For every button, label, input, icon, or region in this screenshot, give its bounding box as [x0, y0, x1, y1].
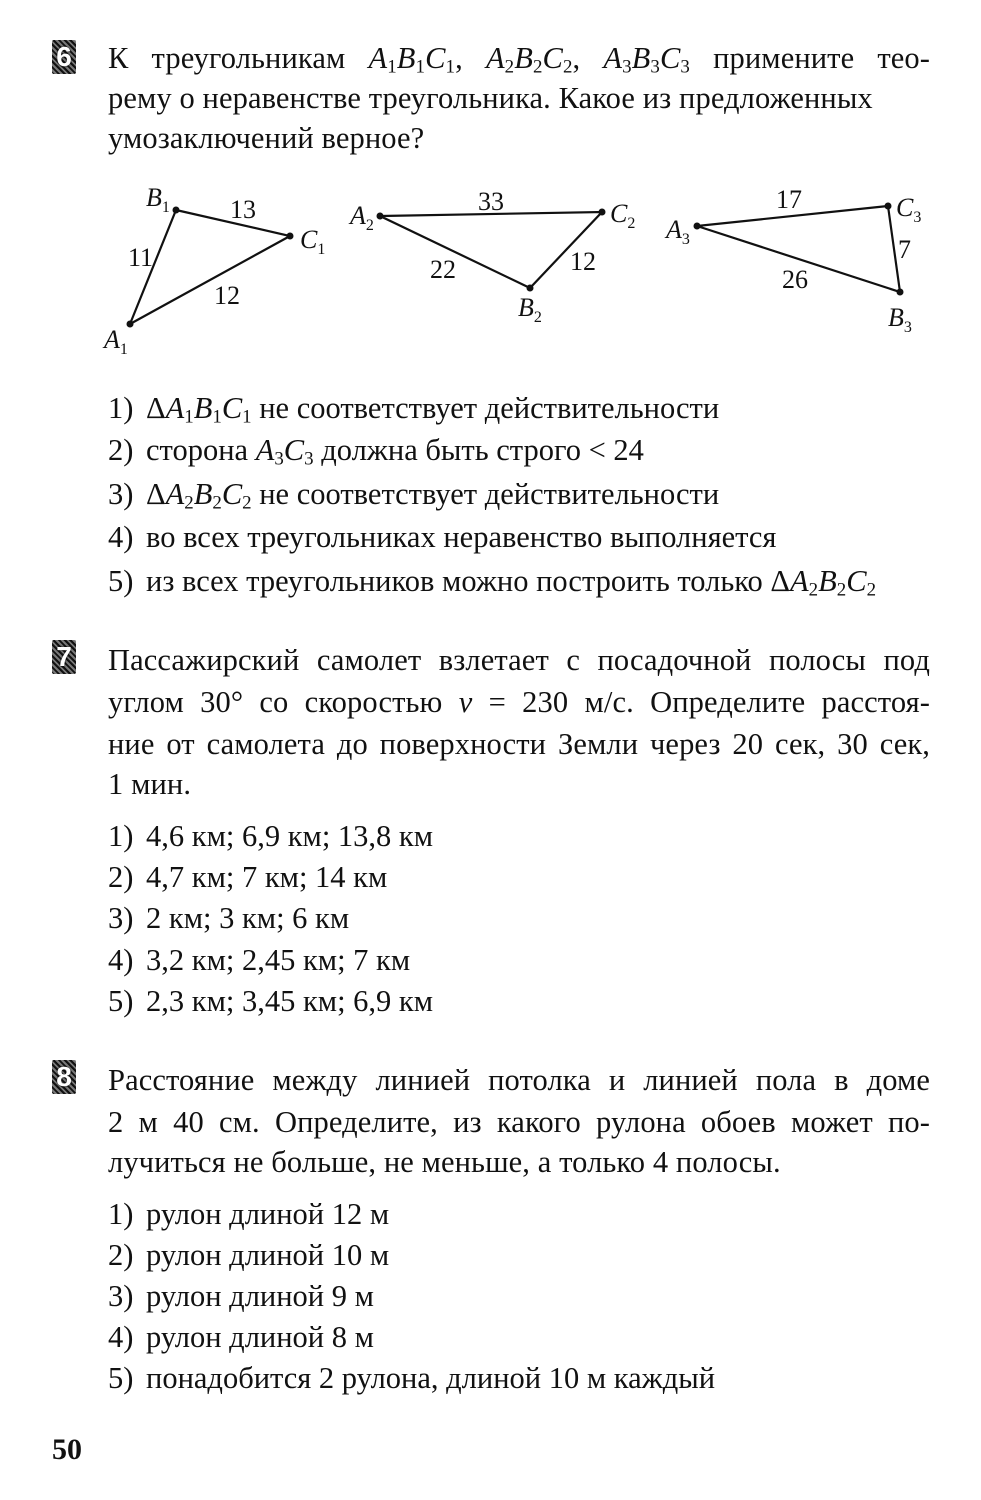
side-b3c3: 7 [898, 235, 911, 264]
task-7-question-line-2: углом 30° со скоростью v = 230 м/с. Определите расстоя- [108, 685, 930, 719]
task-7-question-line-1: Пассажирский самолет взлетает с посадочной полосы под [108, 643, 930, 677]
task-7-question-line-4: 1 мин. [108, 767, 192, 801]
task-8-option-5: 5) понадобится 2 рулона, длиной 10 м каждый [108, 1361, 716, 1395]
task-8-question-line-2: 2 м 40 см. Определите, из какого рулона обоев может по- [108, 1105, 930, 1139]
side-a1b1: 11 [128, 243, 154, 272]
label-a3: $A_3$ [666, 215, 690, 248]
vertex-c3 [885, 203, 892, 210]
triangles-figure [0, 180, 981, 370]
task-8-option-1: 1) рулон длиной 12 м [108, 1197, 390, 1231]
task-8-question-line-3: лучиться не больше, не меньше, а только 4 полосы. [108, 1145, 781, 1179]
side-a2c2: 33 [478, 187, 504, 216]
vertex-a1 [127, 321, 134, 328]
task-8-option-4: 4) рулон длиной 8 м [108, 1320, 374, 1354]
task-8-question-line-1: Расстояние между линией потолка и линией пола в доме [108, 1063, 930, 1097]
vertex-c2 [599, 209, 606, 216]
task-6-question-line-1: К треугольникам $A_1B_1C_1$, $A_2B_2C_2$, $A_3B_3C_3$ примените тео- [108, 41, 931, 78]
side-b2c2: 12 [570, 247, 596, 276]
task-6-question-line-2: рему о неравенстве треугольника. Какое из предложенных [108, 81, 873, 115]
task-8-option-3: 3) рулон длиной 9 м [108, 1279, 374, 1313]
label-a2: $A_2$ [350, 201, 374, 234]
task-6-option-4: 4) во всех треугольниках неравенство выполняется [108, 520, 777, 554]
task-6-option-5: 5) из всех треугольников можно построить только $\Delta A_2B_2C_2$ [108, 564, 877, 601]
label-a1: $A_1$ [104, 325, 128, 358]
triangle-2 [380, 212, 602, 288]
vertex-a2 [377, 213, 384, 220]
task-6-option-1: 1) $\Delta A_1B_1C_1$ не соответствует действительности [108, 391, 720, 428]
side-b1c1: 13 [230, 195, 256, 224]
task-7-option-5: 5) 2,3 км; 3,45 км; 6,9 км [108, 984, 434, 1018]
side-a3b3: 26 [782, 265, 808, 294]
triangle-1 [130, 210, 290, 324]
task-7-option-4: 4) 3,2 км; 2,45 км; 7 км [108, 943, 411, 977]
task-6-option-3: 3) $\Delta A_2B_2C_2$ не соответствует действительности [108, 477, 720, 514]
task-7-option-2: 2) 4,7 км; 7 км; 14 км [108, 860, 388, 894]
task-6-number-badge: 6 [52, 40, 76, 74]
side-a1c1: 12 [214, 281, 240, 310]
vertex-b1 [173, 207, 180, 214]
label-c3: $C_3$ [896, 193, 922, 226]
label-c2: $C_2$ [610, 199, 636, 232]
page-number: 50 [52, 1433, 82, 1466]
vertex-c1 [287, 233, 294, 240]
label-b3: $B_3$ [888, 303, 912, 336]
task-7-option-3: 3) 2 км; 3 км; 6 км [108, 901, 350, 935]
vertex-b3 [897, 289, 904, 296]
task-6-question-line-3: умозаключений верное? [108, 121, 425, 155]
label-b2: $B_2$ [518, 293, 542, 326]
label-c1: $C_1$ [300, 225, 326, 258]
side-a3c3: 17 [776, 185, 802, 214]
label-b1: $B_1$ [146, 183, 170, 216]
side-a2b2: 22 [430, 255, 456, 284]
task-8-number-badge: 8 [52, 1060, 76, 1094]
task-8-option-2: 2) рулон длиной 10 м [108, 1238, 390, 1272]
task-6-option-2: 2) сторона $A_3C_3$ должна быть строго < 24 [108, 433, 644, 470]
task-7-question-line-3: ние от самолета до поверхности Земли через 20 сек, 30 сек, [108, 727, 930, 761]
task-7-number-badge: 7 [52, 640, 76, 674]
vertex-a3 [694, 223, 701, 230]
vertex-b2 [527, 285, 534, 292]
task-7-option-1: 1) 4,6 км; 6,9 км; 13,8 км [108, 819, 434, 853]
